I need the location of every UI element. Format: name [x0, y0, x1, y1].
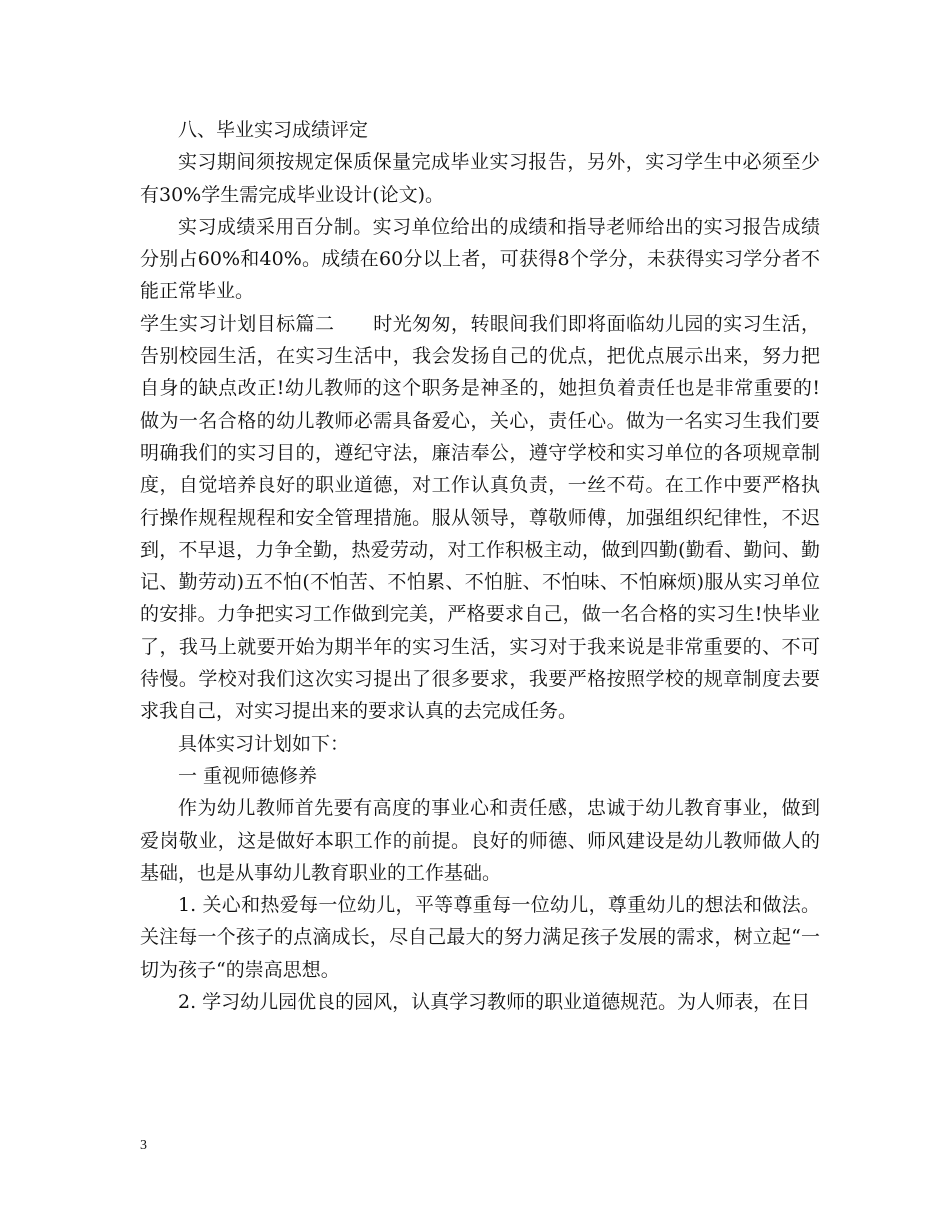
paragraph-teacher-ethics: 作为幼儿教师首先要有高度的事业心和责任感，忠诚于幼儿教育事业，做到爱岗敬业，这是做好本职工作的前提。良好的师德、师风建设是幼儿教师做人的基础，也是从事幼儿教育职业的工作基础。	[140, 797, 820, 884]
body-text	[140, 114, 820, 1018]
section-heading-grade-evaluation: 八、毕业实习成绩评定	[178, 119, 369, 141]
paragraph-plan-intro: 具体实习计划如下：	[178, 732, 350, 755]
list-item-1: 1. 关心和热爱每一位幼儿，平等尊重每一位幼儿，尊重幼儿的想法和做法。关注每一个孩子的点滴成长，尽自己最大的努力满足孩子发展的需求，树立起“一切为孩子“的崇高思想。	[140, 894, 820, 981]
list-item-2: 2. 学习幼儿园优良的园风，认真学习教师的职业道德规范。为人师表，在日	[178, 991, 811, 1014]
section-heading-teacher-ethics: 一 重视师德修养	[178, 764, 318, 787]
paragraph-grading-scheme: 实习成绩采用百分制。实习单位给出的成绩和指导老师给出的实习报告成绩分别占60%和40%。成绩在60分以上者，可获得8个学分，未获得实习学分者不能正常毕业。	[140, 215, 820, 303]
paragraph-report-requirement: 实习期间须按规定保质保量完成毕业实习报告，另外，实习学生中必须至少有30%学生需完成毕业设计(论文)。	[140, 151, 820, 206]
page-number: 3	[140, 1138, 147, 1153]
paragraph-plan-part-two: 学生实习计划目标篇二 时光匆匆，转眼间我们即将面临幼儿园的实习生活，告别校园生活，在实习生活中，我会发扬自己的优点，把优点展示出来，努力把自身的缺点改正!幼儿教师的这个职务是神圣的，她担负着责任也是非常重要的!做为一名合格的幼儿教师必需具备爱心，关心，责任心。做为一名实习生我们要明确我们的实习目的，遵纪守法，廉洁奉公，遵守学校和实习单位的各项规章制度，自觉培养良好的职业道德，对工作认真负责，一丝不苟。在工作中要严格执行操作规程规程和安全管理措施。服从领导，尊敬师傅，加强组织纪律性，不迟到，不早退，力争全勤，热爱劳动，对工作积极主动，做到四勤(勤看、勤问、勤记、勤劳动)五不怕(不怕苦、不怕累、不怕脏、不怕味、不怕麻烦)服从实习单位的安排。力争把实习工作做到完美，严格要求自己，做一名合格的实习生!快毕业了，我马上就要开始为期半年的实习生活，实习对于我来说是非常重要的、不可待慢。学校对我们这次实习提出了很多要求，我要严格按照学校的规章制度去要求我自己，对实习提出来的要求认真的去完成任务。	[140, 312, 820, 723]
